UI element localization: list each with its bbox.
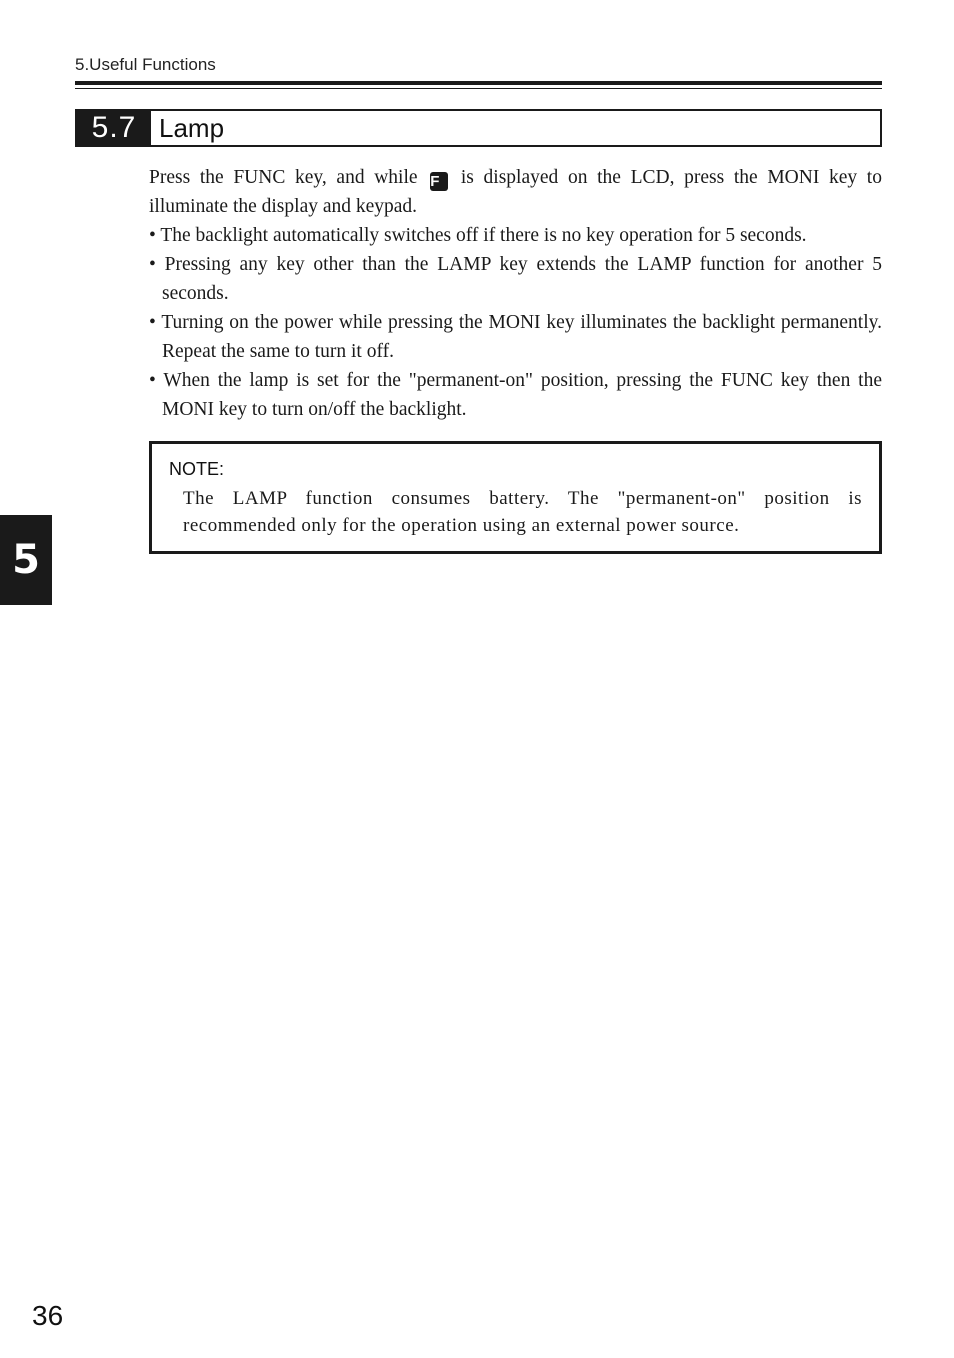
section-number: 5.7 bbox=[77, 111, 151, 145]
intro-paragraph bbox=[149, 163, 882, 221]
func-key-icon: F bbox=[430, 172, 448, 191]
bullet-item: • When the lamp is set for the "permanent-on" position, pressing the FUNC key then the MONI key to turn on/off the backlight. bbox=[149, 370, 882, 420]
note-title: NOTE: bbox=[169, 459, 225, 479]
section-body bbox=[149, 163, 882, 424]
header-rule-thin bbox=[75, 88, 882, 89]
bullet-item: • Turning on the power while pressing the MONI key illuminates the backlight permanently. Repeat the same to turn it off. bbox=[149, 312, 882, 362]
page-number: 36 bbox=[32, 1300, 64, 1331]
note-box bbox=[149, 441, 882, 554]
running-header: 5.Useful Functions bbox=[75, 55, 216, 74]
note-text: The LAMP function consumes battery. The "permanent-on" position is recommended only for the operation using an external power source. bbox=[183, 488, 862, 536]
bullet-item: • Pressing any key other than the LAMP key extends the LAMP function for another 5 seconds. bbox=[149, 254, 882, 304]
section-title: Lamp bbox=[159, 112, 225, 143]
header-rule-thick bbox=[75, 81, 882, 85]
intro-text-start: Press the FUNC key, and while bbox=[149, 167, 428, 188]
intro-text-end: is displayed on the LCD, press the MONI key to illuminate the display and keypad. bbox=[149, 167, 882, 217]
section-heading bbox=[75, 109, 882, 147]
chapter-tab: 5 bbox=[0, 515, 52, 605]
bullet-item: • The backlight automatically switches off if there is no key operation for 5 seconds. bbox=[149, 225, 807, 246]
